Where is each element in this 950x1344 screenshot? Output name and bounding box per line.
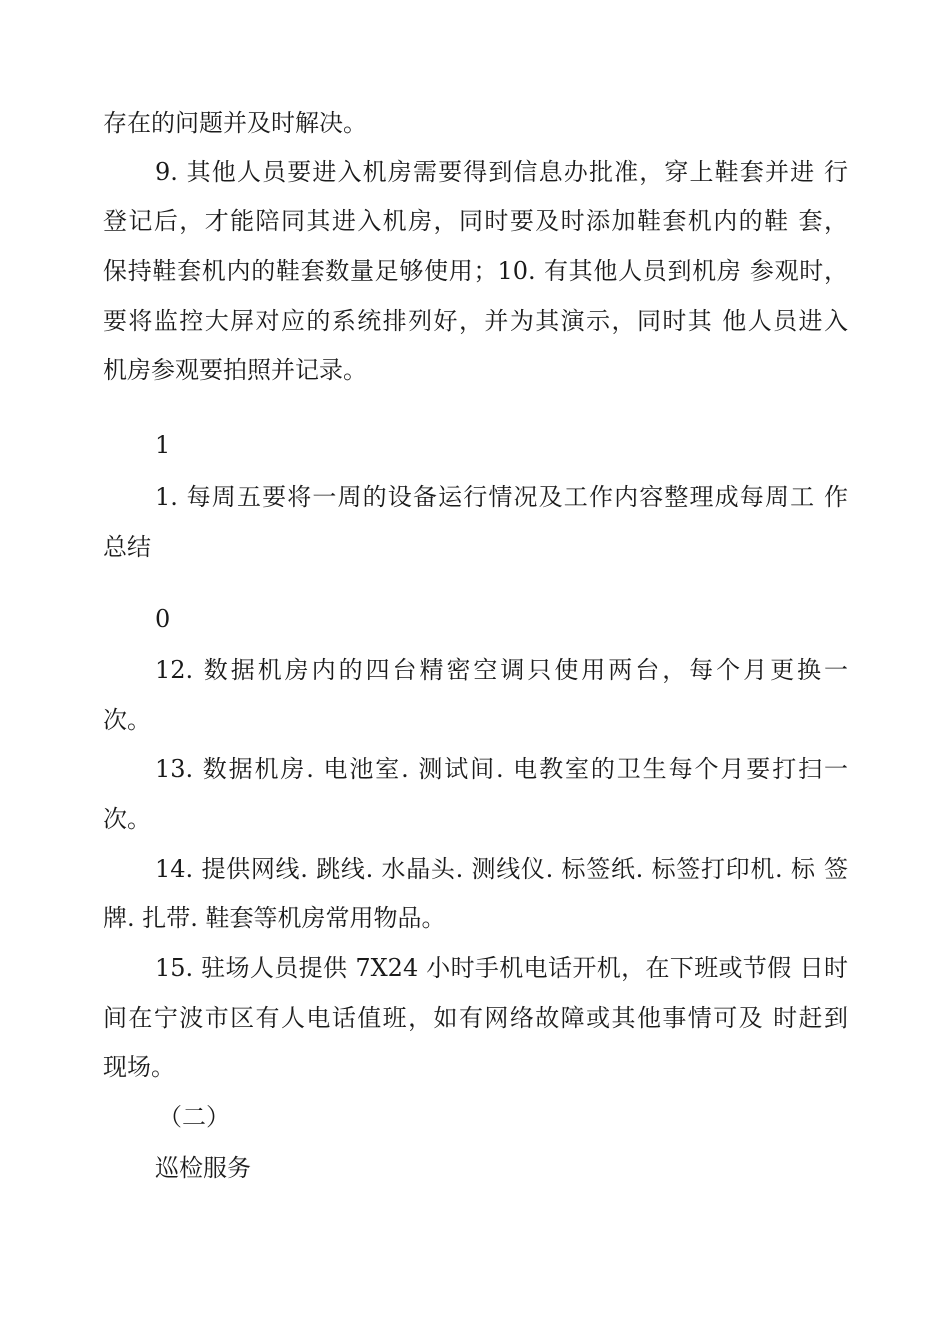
text-line: 次。 bbox=[103, 805, 151, 833]
text-line: 要将监控大屏对应的系统排列好，并为其演示，同时其 他人员进入 bbox=[103, 307, 848, 335]
text-line: 保持鞋套机内的鞋套数量足够使用；10. 有其他人员到机房 参观时， bbox=[103, 257, 848, 285]
text-line: 0 bbox=[155, 605, 171, 633]
text-line: 次。 bbox=[103, 706, 151, 734]
text-line: 登记后，才能陪同其进入机房，同时要及时添加鞋套机内的鞋 套， bbox=[103, 207, 848, 235]
text-line: 13. 数据机房. 电池室. 测试间. 电教室的卫生每个月要打扫一 bbox=[155, 755, 848, 783]
text-line: 15. 驻场人员提供 7X24 小时手机电话开机，在下班或节假 日时 bbox=[155, 954, 848, 982]
text-line: 间在宁波市区有人电话值班，如有网络故障或其他事情可及 时赶到 bbox=[103, 1004, 848, 1032]
text-line: 牌. 扎带. 鞋套等机房常用物品。 bbox=[103, 904, 446, 932]
text-line: 1. 每周五要将一周的设备运行情况及工作内容整理成每周工 作 bbox=[155, 483, 848, 511]
text-line: 12. 数据机房内的四台精密空调只使用两台，每个月更换一 bbox=[155, 656, 848, 684]
section-number: （二） bbox=[158, 1103, 230, 1131]
text-line: 总结 bbox=[103, 533, 151, 561]
text-line: 9. 其他人员要进入机房需要得到信息办批准，穿上鞋套并进 行 bbox=[155, 158, 848, 186]
text-line: 1 bbox=[155, 431, 171, 459]
text-line: 现场。 bbox=[103, 1053, 175, 1081]
text-line: 14. 提供网线. 跳线. 水晶头. 测线仪. 标签纸. 标签打印机. 标 签 bbox=[155, 855, 848, 883]
text-line: 机房参观要拍照并记录。 bbox=[103, 356, 367, 384]
text-line: 存在的问题并及时解决。 bbox=[103, 109, 367, 137]
section-heading: 巡检服务 bbox=[155, 1154, 251, 1182]
